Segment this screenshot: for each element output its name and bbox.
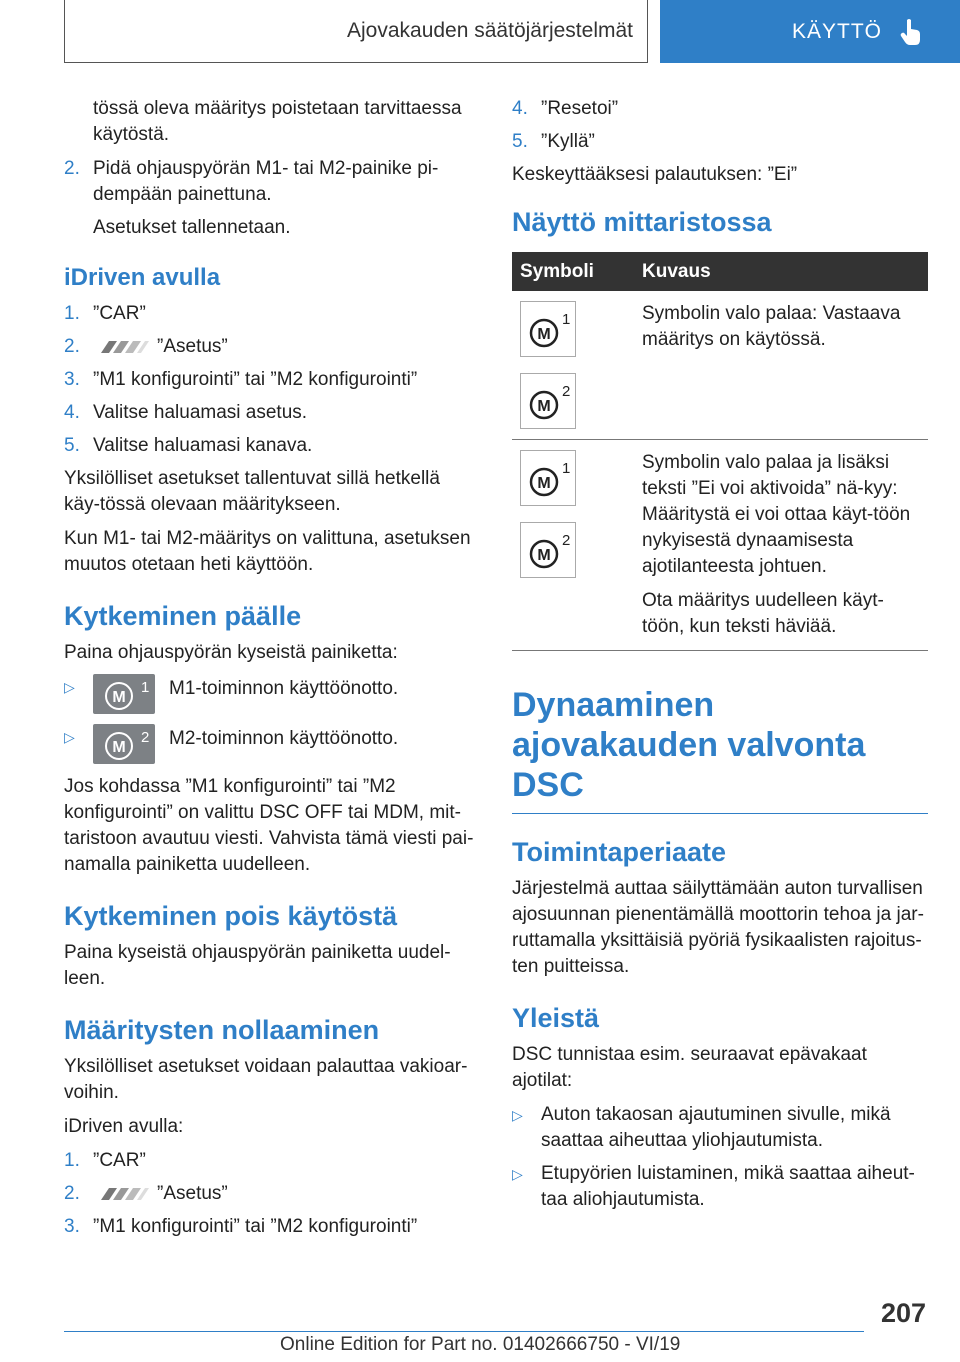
- step-number: 3.: [64, 369, 80, 390]
- step-text: Valitse haluamasi kanava.: [93, 435, 313, 456]
- svg-text:2: 2: [562, 532, 571, 549]
- pointing-hand-icon: [900, 18, 922, 46]
- list-item: [512, 96, 928, 122]
- left-column: [64, 96, 478, 1247]
- list-item: [64, 1214, 478, 1240]
- step-number: 5.: [512, 131, 528, 152]
- dsc-heading: Dynaaminen ajovakauden valvonta DSC: [512, 685, 928, 814]
- step-text: ”Asetus”: [157, 336, 228, 357]
- table-row: [512, 440, 928, 651]
- step-number: 3.: [64, 1216, 80, 1237]
- table-header: Symboli: [512, 252, 634, 291]
- settings-bars-icon: [97, 1186, 151, 1202]
- m2-symbol-icon: [520, 522, 576, 578]
- step-number: 2.: [64, 1183, 80, 1204]
- svg-text:2: 2: [141, 729, 150, 746]
- chapter-tab: [660, 0, 960, 63]
- table-row: [512, 291, 928, 440]
- paragraph: iDriven avulla:: [64, 1116, 184, 1137]
- m1-button-icon: [93, 674, 155, 714]
- m1-symbol-icon: [520, 450, 576, 506]
- list-item: [64, 156, 478, 208]
- svg-text:1: 1: [141, 679, 150, 696]
- list-item: [64, 724, 478, 764]
- step-text: ”Asetus”: [157, 1183, 228, 1204]
- svg-text:M: M: [537, 398, 551, 415]
- svg-text:M: M: [537, 547, 551, 564]
- m1-symbol-icon: [520, 301, 576, 357]
- step-number: 4.: [64, 402, 80, 423]
- general-heading: Yleistä: [512, 1003, 600, 1033]
- step-text: ”CAR”: [93, 303, 146, 324]
- list-item: [64, 433, 478, 459]
- step-text: ”M1 konfigurointi” tai ”M2 konfigurointi”: [93, 1216, 418, 1237]
- step-note: Asetukset tallennetaan.: [93, 217, 291, 238]
- triangle-bullet-icon: ▷: [512, 1166, 523, 1182]
- list-item: [64, 1148, 478, 1174]
- step-number: 1.: [64, 303, 80, 324]
- item-text: M1-toiminnon käyttöönotto.: [169, 678, 399, 699]
- list-item: [512, 129, 928, 155]
- list-item: [64, 1181, 478, 1207]
- list-item: [64, 334, 478, 360]
- chapter-title: KÄYTTÖ: [792, 19, 883, 43]
- section-header: [64, 0, 648, 63]
- right-column: [512, 96, 928, 1220]
- symbol-table: [512, 252, 928, 651]
- paragraph: Jos kohdassa ”M1 konfigurointi” tai ”M2 konfigurointi” on valittu DSC OFF tai MDM, mit-taristoon avautuu viesti. Vahvista tämä viesti pai-namalla painiketta uudelleen.: [64, 776, 474, 875]
- list-item: [512, 1102, 928, 1154]
- reset-heading: Määritysten nollaaminen: [64, 1015, 380, 1045]
- step-number: 1.: [64, 1150, 80, 1171]
- table-header: Kuvaus: [634, 252, 928, 291]
- continued-text: tössä oleva määritys poistetaan tarvittaessa käytöstä.: [93, 98, 462, 145]
- svg-text:M: M: [537, 475, 551, 492]
- step-text: Valitse haluamasi asetus.: [93, 402, 308, 423]
- list-item: [64, 400, 478, 426]
- triangle-bullet-icon: ▷: [64, 679, 75, 695]
- step-text: ”Kyllä”: [541, 131, 595, 152]
- table-cell: Symbolin valo palaa ja lisäksi teksti ”Ei voi aktivoida” nä-kyy: Määritystä ei voi ottaa käyt-töön nykyisestä dynaamisesta ajotilanteesta johtuen.: [642, 452, 911, 577]
- svg-text:1: 1: [562, 311, 571, 328]
- paragraph: Yksilölliset asetukset voidaan palauttaa vakioar-voihin.: [64, 1056, 468, 1103]
- svg-text:1: 1: [562, 460, 571, 477]
- svg-text:M: M: [112, 739, 126, 756]
- table-cell-note: Ota määritys uudelleen käyt-töön, kun teksti häviää.: [642, 590, 884, 637]
- item-text: Etupyörien luistaminen, mikä saattaa aiheut-taa aliohjautumista.: [541, 1163, 915, 1210]
- settings-bars-icon: [97, 339, 151, 355]
- step-text: ”M1 konfigurointi” tai ”M2 konfigurointi”: [93, 369, 418, 390]
- step-number: 4.: [512, 98, 528, 119]
- paragraph: Kun M1- tai M2-määritys on valittuna, asetuksen muutos otetaan heti käyttöön.: [64, 528, 471, 575]
- step-text: ”CAR”: [93, 1150, 146, 1171]
- triangle-bullet-icon: ▷: [64, 729, 75, 745]
- svg-text:M: M: [537, 326, 551, 343]
- paragraph: Yksilölliset asetukset tallentuvat sillä hetkellä käy-tössä olevaan määritykseen.: [64, 468, 440, 515]
- m2-button-icon: [93, 724, 155, 764]
- page-number: 207: [880, 1298, 926, 1328]
- list-item: [64, 367, 478, 393]
- triangle-bullet-icon: ▷: [512, 1107, 523, 1123]
- display-heading: Näyttö mittaristossa: [512, 207, 772, 237]
- step-number: 5.: [64, 435, 80, 456]
- footer-edition: Online Edition for Part no. 01402666750 - VI/19: [280, 1334, 681, 1355]
- paragraph: Paina ohjauspyörän kyseistä painiketta:: [64, 642, 398, 663]
- paragraph: DSC tunnistaa esim. seuraavat epävakaat ajotilat:: [512, 1044, 867, 1091]
- principle-heading: Toimintaperiaate: [512, 837, 727, 867]
- idrive-heading: iDriven avulla: [64, 264, 221, 291]
- section-title: Ajovakauden säätöjärjestelmät: [346, 19, 633, 42]
- list-item: [512, 1161, 928, 1213]
- list-item: [64, 301, 478, 327]
- list-item: [64, 674, 478, 714]
- item-text: Auton takaosan ajautuminen sivulle, mikä saattaa aiheuttaa yliohjautumista.: [541, 1104, 891, 1151]
- table-cell: Symbolin valo palaa: Vastaava määritys on käytössä.: [634, 291, 928, 440]
- step-text: ”Resetoi”: [541, 98, 619, 119]
- paragraph: Paina kyseistä ohjauspyörän painiketta uudel-leen.: [64, 942, 451, 989]
- on-heading: Kytkeminen päälle: [64, 601, 302, 631]
- off-heading: Kytkeminen pois käytöstä: [64, 901, 398, 931]
- paragraph: Keskeyttääksesi palautuksen: ”Ei”: [512, 164, 798, 185]
- m2-symbol-icon: [520, 373, 576, 429]
- step-number: 2.: [64, 158, 80, 179]
- step-number: 2.: [64, 336, 80, 357]
- svg-text:M: M: [112, 689, 126, 706]
- step-text: Pidä ohjauspyörän M1- tai M2-painike pi-dempään painettuna.: [93, 158, 439, 205]
- item-text: M2-toiminnon käyttöönotto.: [169, 728, 399, 749]
- svg-text:2: 2: [562, 383, 571, 400]
- footer-divider: [64, 1331, 864, 1332]
- paragraph: Järjestelmä auttaa säilyttämään auton turvallisen ajosuunnan pienentämällä moottorin tehoa ja jar-ruttamalla yksittäisiä pyöriä fysikaalisten rajoitus-ten puitteissa.: [512, 878, 924, 977]
